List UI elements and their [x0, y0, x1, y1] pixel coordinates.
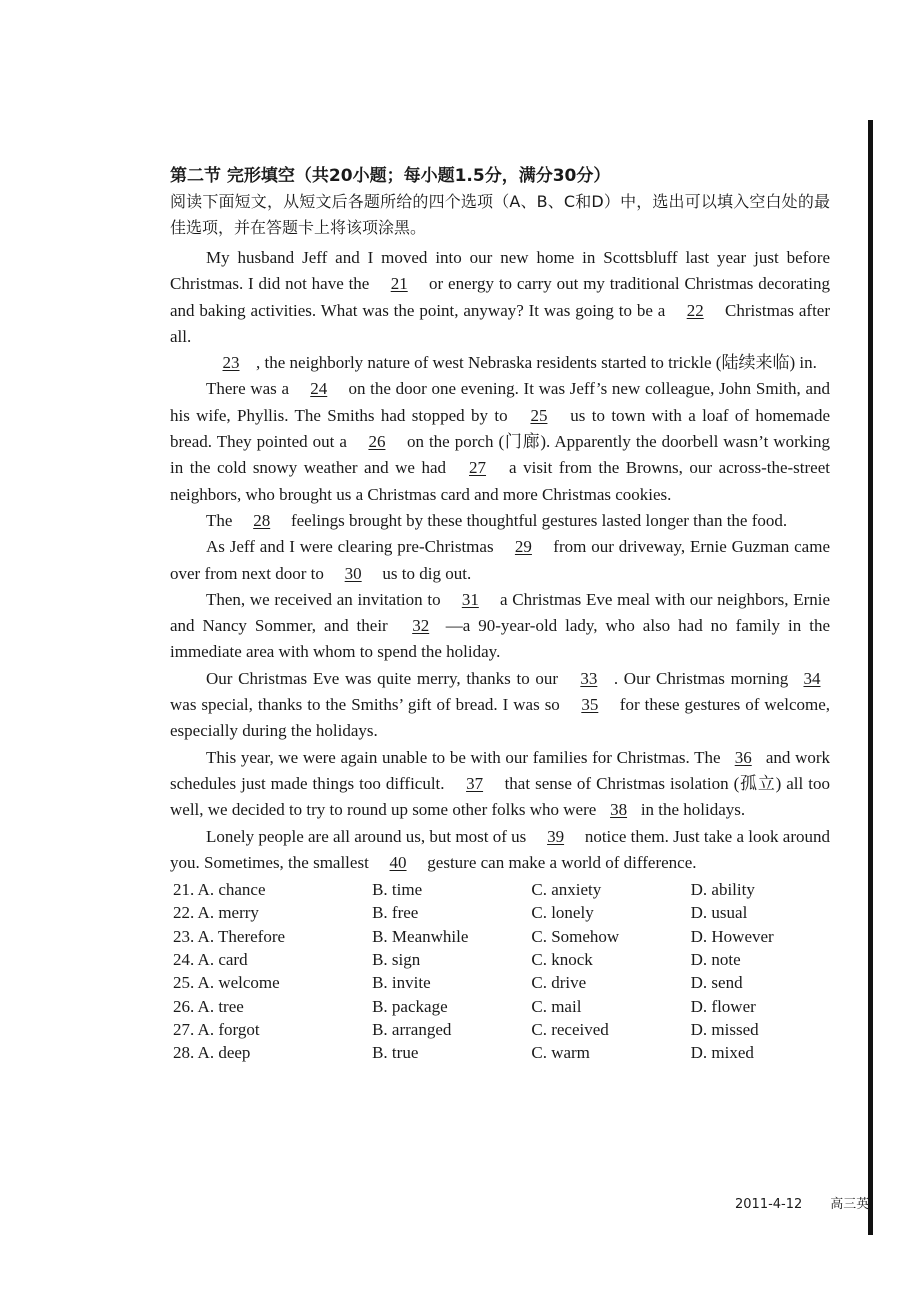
passage-text: on the porch (门廊). Apparently the doorbell wasn’t working in the cold snowy weather and we had: [170, 432, 830, 478]
option-c: C. anxiety: [531, 880, 602, 900]
blank-32: 32: [412, 616, 430, 636]
page-footer: [735, 1193, 869, 1212]
option-d: D. flower: [690, 996, 756, 1016]
option-d: D. note: [690, 950, 741, 970]
option-a: 26. A. tree: [173, 996, 244, 1016]
blank-21: 21: [390, 274, 408, 294]
passage-text: Our Christmas Eve was quite merry, thanks to our: [206, 668, 564, 688]
option-c: C. lonely: [531, 903, 594, 923]
blank-40: 40: [389, 852, 407, 872]
option-d: D. send: [690, 973, 743, 993]
passage-text: Christmas after all.: [170, 300, 830, 346]
passage-paragraph: [170, 534, 830, 587]
option-b: B. free: [372, 903, 419, 923]
option-a: 24. A. card: [173, 950, 248, 970]
blank-27: 27: [469, 458, 487, 478]
passage-paragraph: [170, 508, 830, 534]
option-c: C. drive: [531, 973, 587, 993]
option-a: 21. A. chance: [173, 880, 266, 900]
passage-text: There was a: [206, 379, 294, 399]
blank-25: 25: [530, 405, 548, 425]
blank-22: 22: [686, 300, 704, 320]
footer-date: 2011-4-12: [735, 1197, 803, 1212]
passage-text: for these gestures of welcome, especially during the holidays.: [170, 695, 831, 741]
section-title: 第二节 完形填空（共20小题；每小题1.5分，满分30分）: [170, 166, 611, 186]
option-d: D. mixed: [690, 1043, 754, 1063]
option-row-25: [170, 971, 830, 994]
passage-text: feelings brought by these thoughtful gestures lasted longer than the food.: [286, 510, 788, 530]
option-c: C. knock: [531, 950, 593, 970]
option-d: D. However: [690, 926, 774, 946]
blank-31: 31: [461, 589, 479, 609]
passage-text: As Jeff and I were clearing pre-Christmas: [206, 537, 499, 557]
option-d: D. usual: [690, 903, 748, 923]
passage-text: a visit from the Browns, our across-the-street neighbors, who brought us a Christmas card and more Christmas cookies.: [170, 458, 830, 504]
passage: [170, 245, 830, 876]
blank-28: 28: [253, 510, 271, 530]
passage-text: us to dig out.: [378, 563, 472, 583]
option-b: B. arranged: [372, 1019, 452, 1039]
blank-33: 33: [580, 668, 598, 688]
option-row-27: [170, 1018, 830, 1041]
passage-paragraph: [170, 376, 830, 507]
cloze-section: [170, 163, 830, 1065]
passage-text: from our driveway, Ernie Guzman came over from next door to: [170, 537, 830, 583]
instructions: 阅读下面短文，从短文后各题所给的四个选项（A、B、C和D）中，选出可以填入空白处的最佳选项，并在答题卡上将该项涂黑。: [170, 192, 830, 237]
footer-label: 高三英: [830, 1197, 870, 1212]
passage-paragraph: [170, 745, 830, 824]
blank-34: 34: [803, 668, 821, 688]
option-b: B. invite: [372, 973, 431, 993]
passage-text: on the door one evening. It was Jeff’s new colleague, John Smith, and his wife, Phyllis. The Smiths had stopped by to: [170, 379, 830, 425]
passage-text: that sense of Christmas isolation (孤立) all too well, we decided to try to round up some other folks who were: [170, 773, 830, 820]
option-b: B. sign: [372, 950, 421, 970]
blank-37: 37: [466, 773, 484, 793]
blank-39: 39: [547, 826, 565, 846]
option-row-22: [170, 901, 830, 924]
blank-26: 26: [368, 432, 386, 452]
passage-text: in the holidays.: [636, 800, 746, 820]
passage-text: My husband Jeff and I moved into our new home in Scottsbluff last year just before Christmas. I did not have the: [170, 248, 830, 294]
option-b: B. time: [372, 880, 423, 900]
option-a: 25. A. welcome: [173, 973, 280, 993]
page-edge-bar: [868, 120, 873, 1235]
blank-23: 23: [222, 353, 240, 373]
passage-paragraph: [170, 350, 830, 376]
passage-paragraph: [170, 666, 830, 745]
answer-options: [170, 878, 830, 1064]
option-c: C. warm: [531, 1043, 590, 1063]
passage-text: and work schedules just made things too difficult.: [170, 747, 831, 793]
blank-24: 24: [310, 379, 328, 399]
passage-text: gesture can make a world of difference.: [423, 852, 697, 872]
passage-text: a Christmas Eve meal with our neighbors, Ernie and Nancy Sommer, and their: [170, 589, 831, 636]
option-d: D. missed: [690, 1019, 759, 1039]
option-a: 28. A. deep: [173, 1043, 251, 1063]
option-row-24: [170, 948, 830, 971]
passage-paragraph: [170, 587, 830, 666]
option-c: C. mail: [531, 996, 582, 1016]
blank-30: 30: [344, 563, 362, 583]
passage-text: or energy to carry out my traditional Christmas decorating and baking activities. What was the point, anyway? It was going to be a: [170, 274, 830, 320]
option-c: C. Somehow: [531, 926, 620, 946]
passage-text: was special, thanks to the Smiths’ gift of bread. I was so: [170, 695, 565, 715]
option-d: D. ability: [690, 880, 755, 900]
passage-text: Then, we received an invitation to: [206, 589, 446, 609]
passage-text: The: [206, 510, 237, 530]
option-row-21: [170, 878, 830, 901]
option-a: 22. A. merry: [173, 903, 259, 923]
blank-38: 38: [610, 800, 628, 820]
blank-29: 29: [514, 537, 532, 557]
passage-paragraph: [170, 824, 830, 877]
blank-35: 35: [581, 695, 599, 715]
option-a: 27. A. forgot: [173, 1019, 260, 1039]
option-b: B. true: [372, 1043, 419, 1063]
option-row-26: [170, 995, 830, 1018]
passage-text: , the neighborly nature of west Nebraska residents started to trickle (陆续来临) in.: [256, 353, 817, 373]
passage-text: us to town with a loaf of homemade bread. They pointed out a: [170, 405, 830, 452]
passage-paragraph: [170, 245, 830, 350]
passage-text: notice them. Just take a look around you. Sometimes, the smallest: [170, 826, 830, 872]
option-row-23: [170, 925, 830, 948]
option-b: B. Meanwhile: [372, 926, 469, 946]
option-row-28: [170, 1041, 830, 1064]
passage-text: This year, we were again unable to be with our families for Christmas. The: [206, 747, 726, 767]
passage-text: . Our Christmas morning: [613, 668, 794, 688]
passage-text: —a 90-year-old lady, who also had no family in the immediate area with whom to spend the holiday.: [170, 616, 830, 662]
option-b: B. package: [372, 996, 448, 1016]
passage-text: Lonely people are all around us, but most of us: [206, 826, 531, 846]
option-a: 23. A. Therefore: [173, 926, 286, 946]
blank-36: 36: [734, 747, 752, 767]
option-c: C. received: [531, 1019, 609, 1039]
